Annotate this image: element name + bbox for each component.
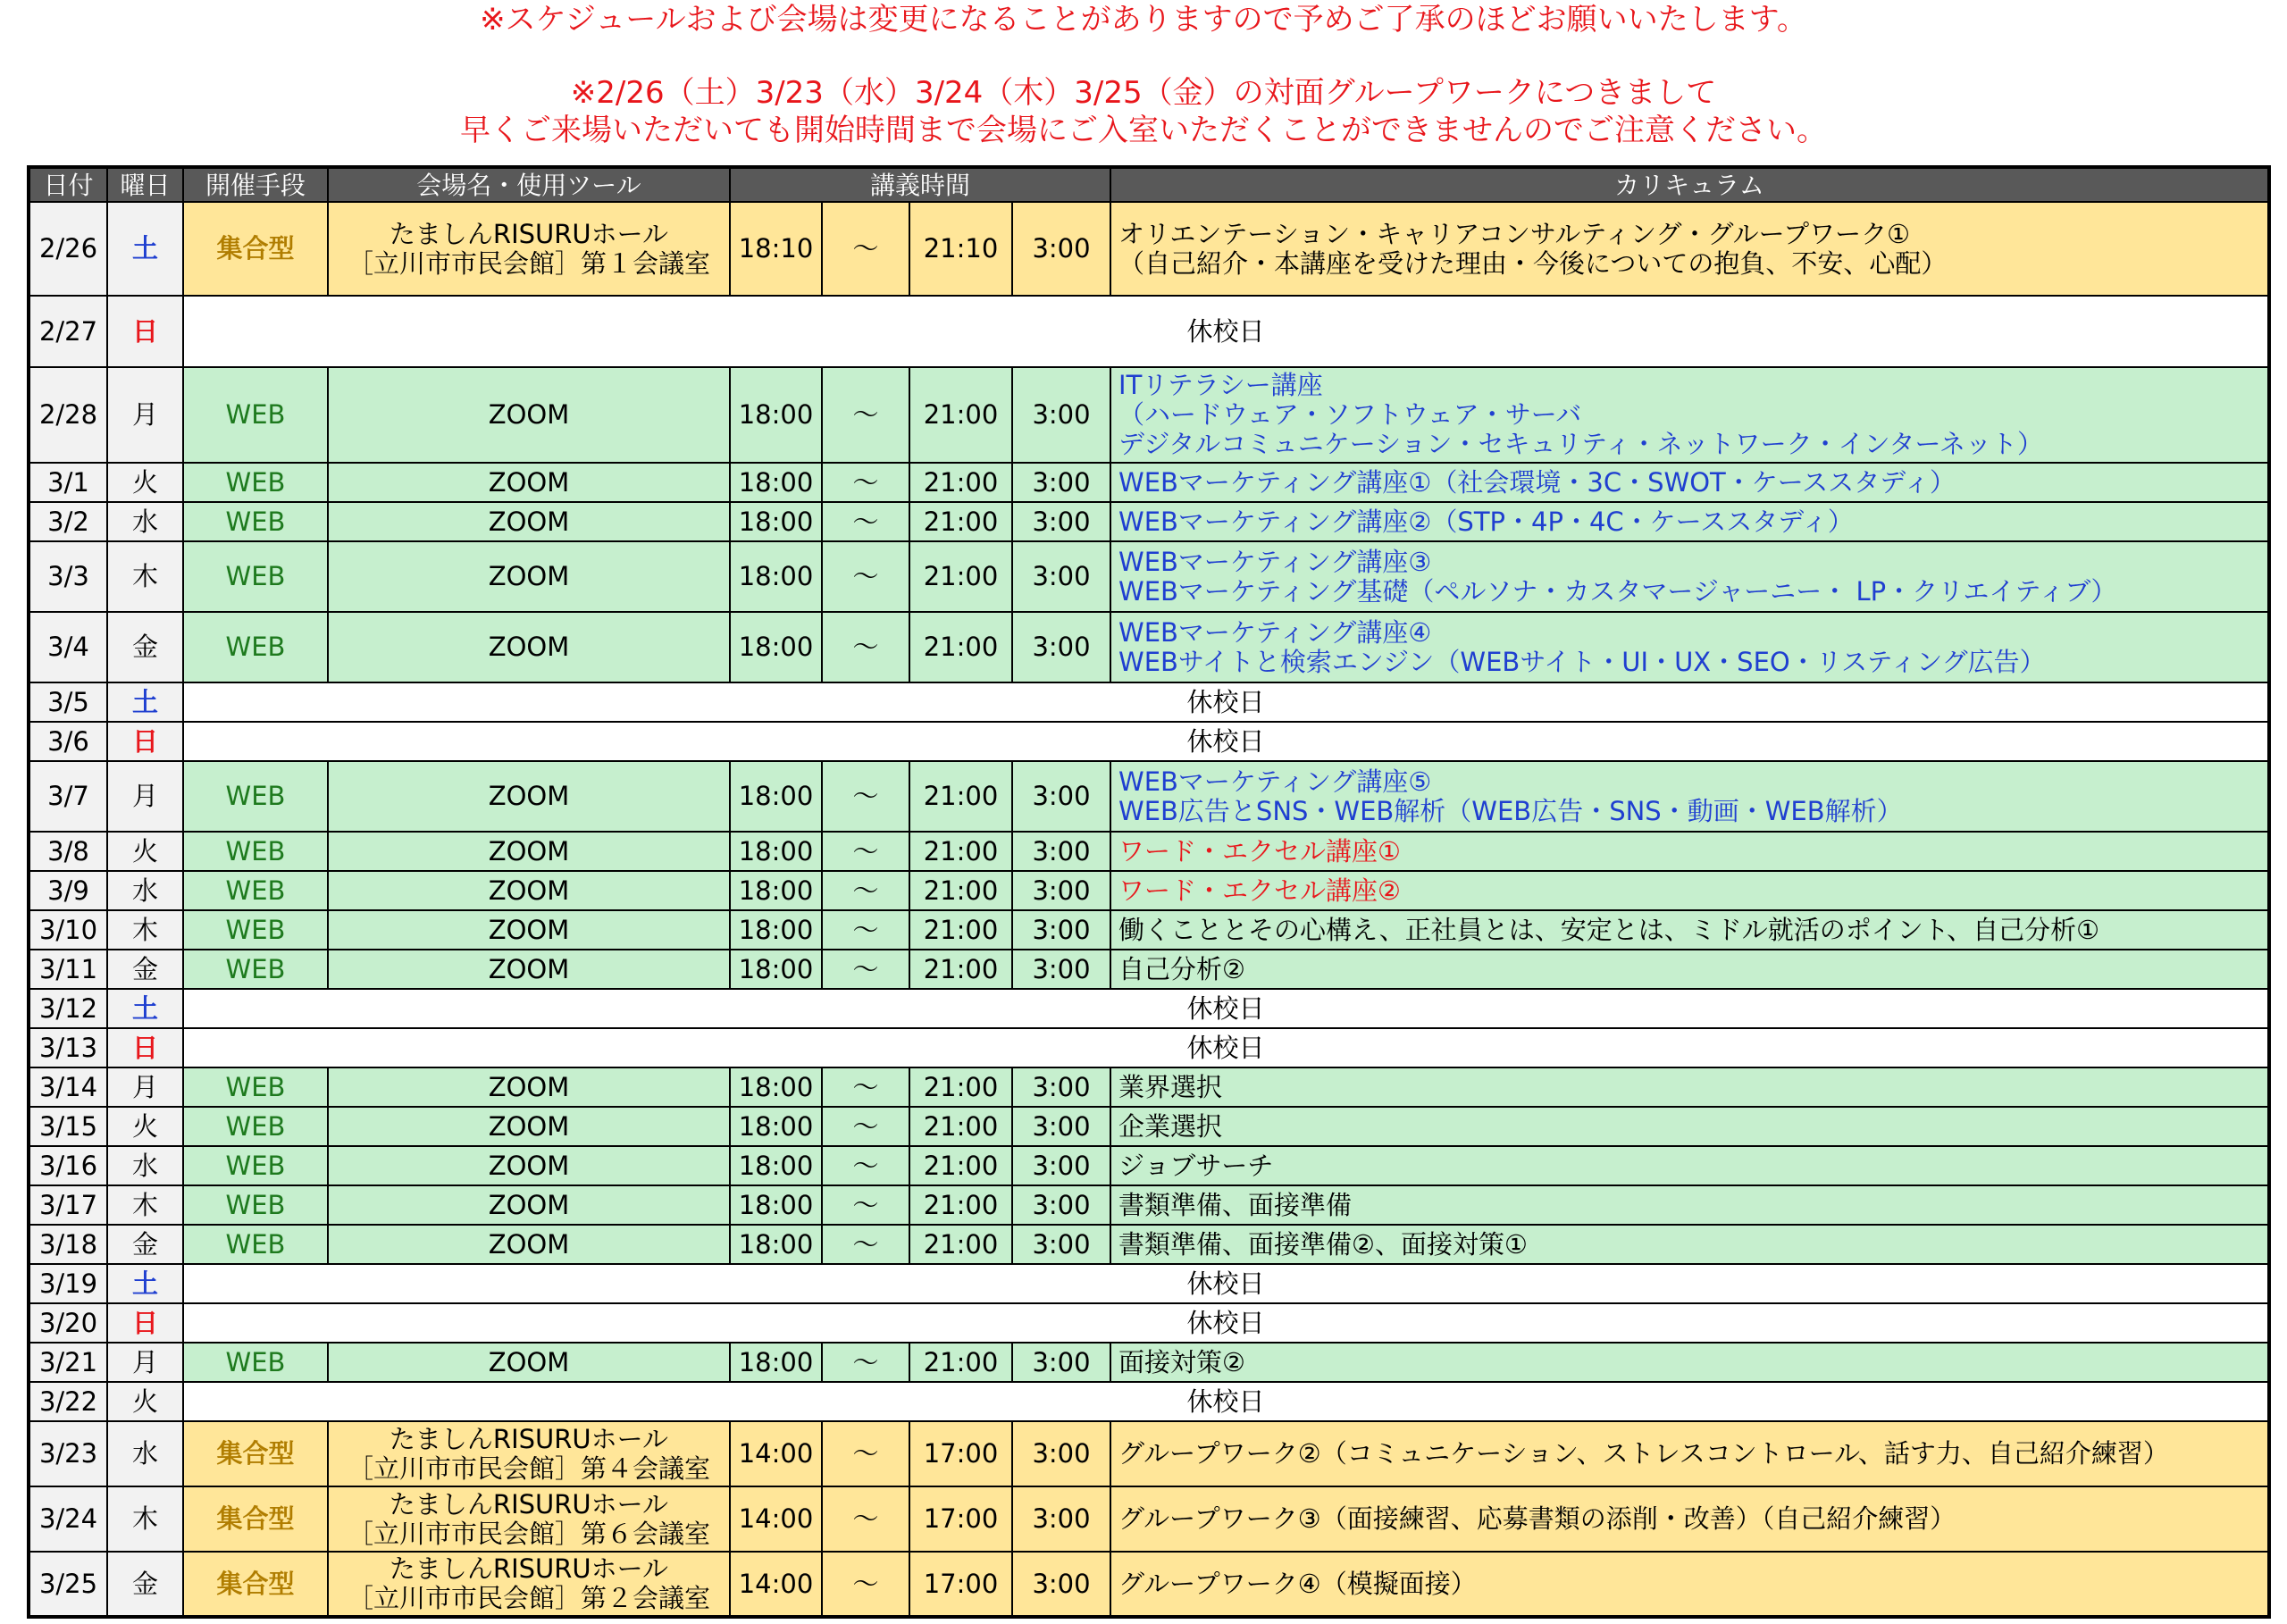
row-date: 3/21 (29, 1343, 107, 1382)
row-method: WEB (183, 1185, 328, 1225)
row-dow: 土 (107, 989, 183, 1028)
row-end-time: 21:00 (909, 1225, 1012, 1264)
row-method: WEB (183, 871, 328, 910)
row-holiday: 休校日 (183, 1382, 2269, 1421)
row-curriculum: グループワーク④（模擬面接） (1110, 1552, 2269, 1617)
row-dow: 月 (107, 761, 183, 832)
row-dow: 木 (107, 1185, 183, 1225)
table-row (29, 910, 2269, 950)
row-time-separator: ～ (822, 367, 909, 463)
row-dow: 火 (107, 1382, 183, 1421)
table-row (29, 296, 2269, 367)
row-date: 3/13 (29, 1028, 107, 1067)
table-header-row (29, 167, 2269, 202)
row-end-time: 21:00 (909, 910, 1012, 950)
row-date: 3/20 (29, 1303, 107, 1343)
table-row (29, 1552, 2269, 1617)
row-start-time: 18:00 (730, 1225, 822, 1264)
row-time-separator: ～ (822, 761, 909, 832)
row-dow: 金 (107, 950, 183, 989)
row-holiday: 休校日 (183, 296, 2269, 367)
row-venue: ZOOM (328, 1343, 730, 1382)
table-row (29, 722, 2269, 761)
row-dow: 日 (107, 1028, 183, 1067)
row-curriculum: グループワーク③（面接練習、応募書類の添削・改善）（自己紹介練習） (1110, 1486, 2269, 1552)
row-holiday: 休校日 (183, 1303, 2269, 1343)
row-date: 2/27 (29, 296, 107, 367)
table-row (29, 1486, 2269, 1552)
row-date: 3/2 (29, 502, 107, 541)
table-row (29, 950, 2269, 989)
row-date: 3/9 (29, 871, 107, 910)
row-method: WEB (183, 1146, 328, 1185)
row-date: 3/16 (29, 1146, 107, 1185)
row-end-time: 21:10 (909, 202, 1012, 296)
schedule-body (29, 202, 2269, 1617)
row-start-time: 18:00 (730, 502, 822, 541)
row-duration: 3:00 (1012, 1343, 1110, 1382)
row-end-time: 21:00 (909, 950, 1012, 989)
row-duration: 3:00 (1012, 1225, 1110, 1264)
row-method: WEB (183, 761, 328, 832)
row-dow: 金 (107, 1225, 183, 1264)
row-method: 集合型 (183, 1421, 328, 1486)
row-date: 3/3 (29, 541, 107, 612)
row-curriculum: 業界選択 (1110, 1067, 2269, 1107)
row-start-time: 18:00 (730, 1107, 822, 1146)
row-method: 集合型 (183, 1486, 328, 1552)
row-curriculum: ワード・エクセル講座① (1110, 832, 2269, 871)
row-time-separator: ～ (822, 1486, 909, 1552)
row-date: 3/14 (29, 1067, 107, 1107)
row-holiday: 休校日 (183, 989, 2269, 1028)
row-date: 3/12 (29, 989, 107, 1028)
row-duration: 3:00 (1012, 541, 1110, 612)
row-time-separator: ～ (822, 1552, 909, 1617)
row-end-time: 21:00 (909, 832, 1012, 871)
header-dow: 曜日 (107, 167, 183, 202)
notice-group-work: ※2/26（土）3/23（水）3/24（木）3/25（金）の対面グループワークにつきまして (570, 75, 1717, 111)
table-row (29, 1107, 2269, 1146)
row-venue: たましんRISURUホール ［立川市市民会館］第２会議室 (328, 1552, 730, 1617)
table-row (29, 502, 2269, 541)
row-holiday: 休校日 (183, 1028, 2269, 1067)
row-curriculum: 面接対策② (1110, 1343, 2269, 1382)
table-row (29, 463, 2269, 502)
row-time-separator: ～ (822, 1421, 909, 1486)
row-method: WEB (183, 463, 328, 502)
row-end-time: 21:00 (909, 1146, 1012, 1185)
row-start-time: 14:00 (730, 1421, 822, 1486)
table-row (29, 871, 2269, 910)
row-venue: たましんRISURUホール ［立川市市民会館］第１会議室 (328, 202, 730, 296)
row-dow: 月 (107, 1343, 183, 1382)
row-venue: ZOOM (328, 502, 730, 541)
row-dow: 火 (107, 463, 183, 502)
row-date: 3/8 (29, 832, 107, 871)
row-dow: 水 (107, 1146, 183, 1185)
schedule-table (27, 165, 2271, 1619)
table-row (29, 1303, 2269, 1343)
row-duration: 3:00 (1012, 1421, 1110, 1486)
row-start-time: 18:00 (730, 871, 822, 910)
table-row (29, 541, 2269, 612)
row-date: 3/11 (29, 950, 107, 989)
row-dow: 金 (107, 612, 183, 682)
row-date: 2/26 (29, 202, 107, 296)
row-duration: 3:00 (1012, 761, 1110, 832)
row-end-time: 21:00 (909, 1185, 1012, 1225)
header-time: 講義時間 (730, 167, 1110, 202)
row-curriculum: 働くこととその心構え、正社員とは、安定とは、ミドル就活のポイント、自己分析① (1110, 910, 2269, 950)
row-venue: たましんRISURUホール ［立川市市民会館］第４会議室 (328, 1421, 730, 1486)
row-venue: ZOOM (328, 612, 730, 682)
row-curriculum: ITリテラシー講座 （ハードウェア・ソフトウェア・サーバ デジタルコミュニケーション・セキュリティ・ネットワーク・インターネット） (1110, 367, 2269, 463)
row-date: 3/25 (29, 1552, 107, 1617)
row-time-separator: ～ (822, 910, 909, 950)
row-venue: ZOOM (328, 1067, 730, 1107)
row-time-separator: ～ (822, 463, 909, 502)
row-date: 3/23 (29, 1421, 107, 1486)
row-dow: 土 (107, 202, 183, 296)
row-curriculum: WEBマーケティング講座④ WEBサイトと検索エンジン（WEBサイト・UI・UX・SEO・リスティング広告） (1110, 612, 2269, 682)
table-row (29, 761, 2269, 832)
table-row (29, 1421, 2269, 1486)
row-dow: 水 (107, 502, 183, 541)
row-time-separator: ～ (822, 832, 909, 871)
row-date: 3/6 (29, 722, 107, 761)
row-time-separator: ～ (822, 612, 909, 682)
row-start-time: 18:00 (730, 463, 822, 502)
row-venue: ZOOM (328, 871, 730, 910)
row-time-separator: ～ (822, 541, 909, 612)
table-row (29, 1067, 2269, 1107)
row-end-time: 17:00 (909, 1552, 1012, 1617)
row-end-time: 21:00 (909, 502, 1012, 541)
row-duration: 3:00 (1012, 1067, 1110, 1107)
row-date: 3/18 (29, 1225, 107, 1264)
table-row (29, 1264, 2269, 1303)
row-start-time: 18:00 (730, 832, 822, 871)
table-row (29, 1146, 2269, 1185)
table-row (29, 367, 2269, 463)
row-start-time: 18:00 (730, 1146, 822, 1185)
row-time-separator: ～ (822, 1225, 909, 1264)
table-row (29, 1382, 2269, 1421)
table-row (29, 1225, 2269, 1264)
row-start-time: 18:10 (730, 202, 822, 296)
row-curriculum: 自己分析② (1110, 950, 2269, 989)
row-date: 2/28 (29, 367, 107, 463)
row-dow: 木 (107, 910, 183, 950)
row-dow: 日 (107, 1303, 183, 1343)
row-end-time: 21:00 (909, 541, 1012, 612)
table-row (29, 1185, 2269, 1225)
row-time-separator: ～ (822, 1067, 909, 1107)
row-date: 3/17 (29, 1185, 107, 1225)
row-start-time: 14:00 (730, 1486, 822, 1552)
row-end-time: 21:00 (909, 463, 1012, 502)
row-duration: 3:00 (1012, 910, 1110, 950)
row-duration: 3:00 (1012, 1486, 1110, 1552)
row-method: WEB (183, 1343, 328, 1382)
row-start-time: 18:00 (730, 367, 822, 463)
row-start-time: 18:00 (730, 612, 822, 682)
row-duration: 3:00 (1012, 950, 1110, 989)
row-end-time: 21:00 (909, 1107, 1012, 1146)
row-method: 集合型 (183, 1552, 328, 1617)
row-venue: ZOOM (328, 367, 730, 463)
row-method: WEB (183, 612, 328, 682)
row-time-separator: ～ (822, 202, 909, 296)
row-duration: 3:00 (1012, 832, 1110, 871)
row-curriculum: WEBマーケティング講座②（STP・4P・4C・ケーススタディ） (1110, 502, 2269, 541)
row-holiday: 休校日 (183, 722, 2269, 761)
row-dow: 土 (107, 682, 183, 722)
row-start-time: 18:00 (730, 950, 822, 989)
row-method: WEB (183, 910, 328, 950)
row-duration: 3:00 (1012, 1552, 1110, 1617)
row-time-separator: ～ (822, 1146, 909, 1185)
row-dow: 日 (107, 296, 183, 367)
row-date: 3/5 (29, 682, 107, 722)
row-dow: 木 (107, 541, 183, 612)
row-method: WEB (183, 1107, 328, 1146)
row-duration: 3:00 (1012, 612, 1110, 682)
row-curriculum: オリエンテーション・キャリアコンサルティング・グループワーク① （自己紹介・本講座を受けた理由・今後についての抱負、不安、心配） (1110, 202, 2269, 296)
row-time-separator: ～ (822, 1343, 909, 1382)
row-date: 3/1 (29, 463, 107, 502)
row-venue: ZOOM (328, 1185, 730, 1225)
row-dow: 水 (107, 1421, 183, 1486)
row-dow: 月 (107, 367, 183, 463)
row-method: WEB (183, 541, 328, 612)
row-date: 3/24 (29, 1486, 107, 1552)
row-venue: たましんRISURUホール ［立川市市民会館］第６会議室 (328, 1486, 730, 1552)
row-start-time: 18:00 (730, 910, 822, 950)
row-venue: ZOOM (328, 1225, 730, 1264)
table-row (29, 612, 2269, 682)
header-curriculum: カリキュラム (1110, 167, 2269, 202)
row-curriculum: グループワーク②（コミュニケーション、ストレスコントロール、話す力、自己紹介練習） (1110, 1421, 2269, 1486)
table-row (29, 1343, 2269, 1382)
row-dow: 火 (107, 832, 183, 871)
row-curriculum: WEBマーケティング講座③ WEBマーケティング基礎（ペルソナ・カスタマージャーニー・ LP・クリエイティブ） (1110, 541, 2269, 612)
row-method: WEB (183, 1067, 328, 1107)
row-venue: ZOOM (328, 1146, 730, 1185)
row-duration: 3:00 (1012, 1185, 1110, 1225)
row-venue: ZOOM (328, 832, 730, 871)
row-dow: 月 (107, 1067, 183, 1107)
header-date: 日付 (29, 167, 107, 202)
row-date: 3/10 (29, 910, 107, 950)
row-method: WEB (183, 367, 328, 463)
table-row (29, 832, 2269, 871)
row-dow: 日 (107, 722, 183, 761)
row-date: 3/4 (29, 612, 107, 682)
row-curriculum: ジョブサーチ (1110, 1146, 2269, 1185)
row-venue: ZOOM (328, 1107, 730, 1146)
row-method: 集合型 (183, 202, 328, 296)
row-start-time: 18:00 (730, 1343, 822, 1382)
row-method: WEB (183, 950, 328, 989)
header-venue: 会場名・使用ツール (328, 167, 730, 202)
row-curriculum: WEBマーケティング講座①（社会環境・3C・SWOT・ケーススタディ） (1110, 463, 2269, 502)
row-method: WEB (183, 502, 328, 541)
row-dow: 火 (107, 1107, 183, 1146)
row-dow: 土 (107, 1264, 183, 1303)
notice-entry-time: 早くご来場いただいても開始時間まで会場にご入室いただくことができませんのでご注意ください。 (460, 113, 1827, 148)
row-venue: ZOOM (328, 950, 730, 989)
row-method: WEB (183, 832, 328, 871)
table-row (29, 989, 2269, 1028)
row-venue: ZOOM (328, 910, 730, 950)
row-duration: 3:00 (1012, 502, 1110, 541)
row-dow: 木 (107, 1486, 183, 1552)
row-end-time: 21:00 (909, 367, 1012, 463)
row-end-time: 21:00 (909, 612, 1012, 682)
row-duration: 3:00 (1012, 1107, 1110, 1146)
row-duration: 3:00 (1012, 202, 1110, 296)
row-time-separator: ～ (822, 1107, 909, 1146)
row-time-separator: ～ (822, 1185, 909, 1225)
row-dow: 水 (107, 871, 183, 910)
table-row (29, 682, 2269, 722)
row-dow: 金 (107, 1552, 183, 1617)
header-method: 開催手段 (183, 167, 328, 202)
row-time-separator: ～ (822, 871, 909, 910)
row-date: 3/7 (29, 761, 107, 832)
row-duration: 3:00 (1012, 1146, 1110, 1185)
row-end-time: 21:00 (909, 761, 1012, 832)
table-row (29, 1028, 2269, 1067)
row-curriculum: 書類準備、面接準備②、面接対策① (1110, 1225, 2269, 1264)
row-start-time: 14:00 (730, 1552, 822, 1617)
table-row (29, 202, 2269, 296)
row-holiday: 休校日 (183, 682, 2269, 722)
row-venue: ZOOM (328, 463, 730, 502)
row-curriculum: 書類準備、面接準備 (1110, 1185, 2269, 1225)
row-curriculum: 企業選択 (1110, 1107, 2269, 1146)
row-end-time: 21:00 (909, 1343, 1012, 1382)
row-curriculum: ワード・エクセル講座② (1110, 871, 2269, 910)
row-end-time: 17:00 (909, 1421, 1012, 1486)
row-date: 3/19 (29, 1264, 107, 1303)
row-curriculum: WEBマーケティング講座⑤ WEB広告とSNS・WEB解析（WEB広告・SNS・動画・WEB解析） (1110, 761, 2269, 832)
row-end-time: 21:00 (909, 1067, 1012, 1107)
row-venue: ZOOM (328, 761, 730, 832)
row-start-time: 18:00 (730, 541, 822, 612)
row-duration: 3:00 (1012, 871, 1110, 910)
notice-schedule-change: ※スケジュールおよび会場は変更になることがありますので予めご了承のほどお願いいたします。 (480, 2, 1807, 38)
row-holiday: 休校日 (183, 1264, 2269, 1303)
row-method: WEB (183, 1225, 328, 1264)
row-start-time: 18:00 (730, 761, 822, 832)
row-start-time: 18:00 (730, 1067, 822, 1107)
row-time-separator: ～ (822, 950, 909, 989)
row-venue: ZOOM (328, 541, 730, 612)
row-end-time: 21:00 (909, 871, 1012, 910)
row-date: 3/22 (29, 1382, 107, 1421)
row-start-time: 18:00 (730, 1185, 822, 1225)
row-duration: 3:00 (1012, 463, 1110, 502)
row-end-time: 17:00 (909, 1486, 1012, 1552)
row-date: 3/15 (29, 1107, 107, 1146)
row-time-separator: ～ (822, 502, 909, 541)
row-duration: 3:00 (1012, 367, 1110, 463)
